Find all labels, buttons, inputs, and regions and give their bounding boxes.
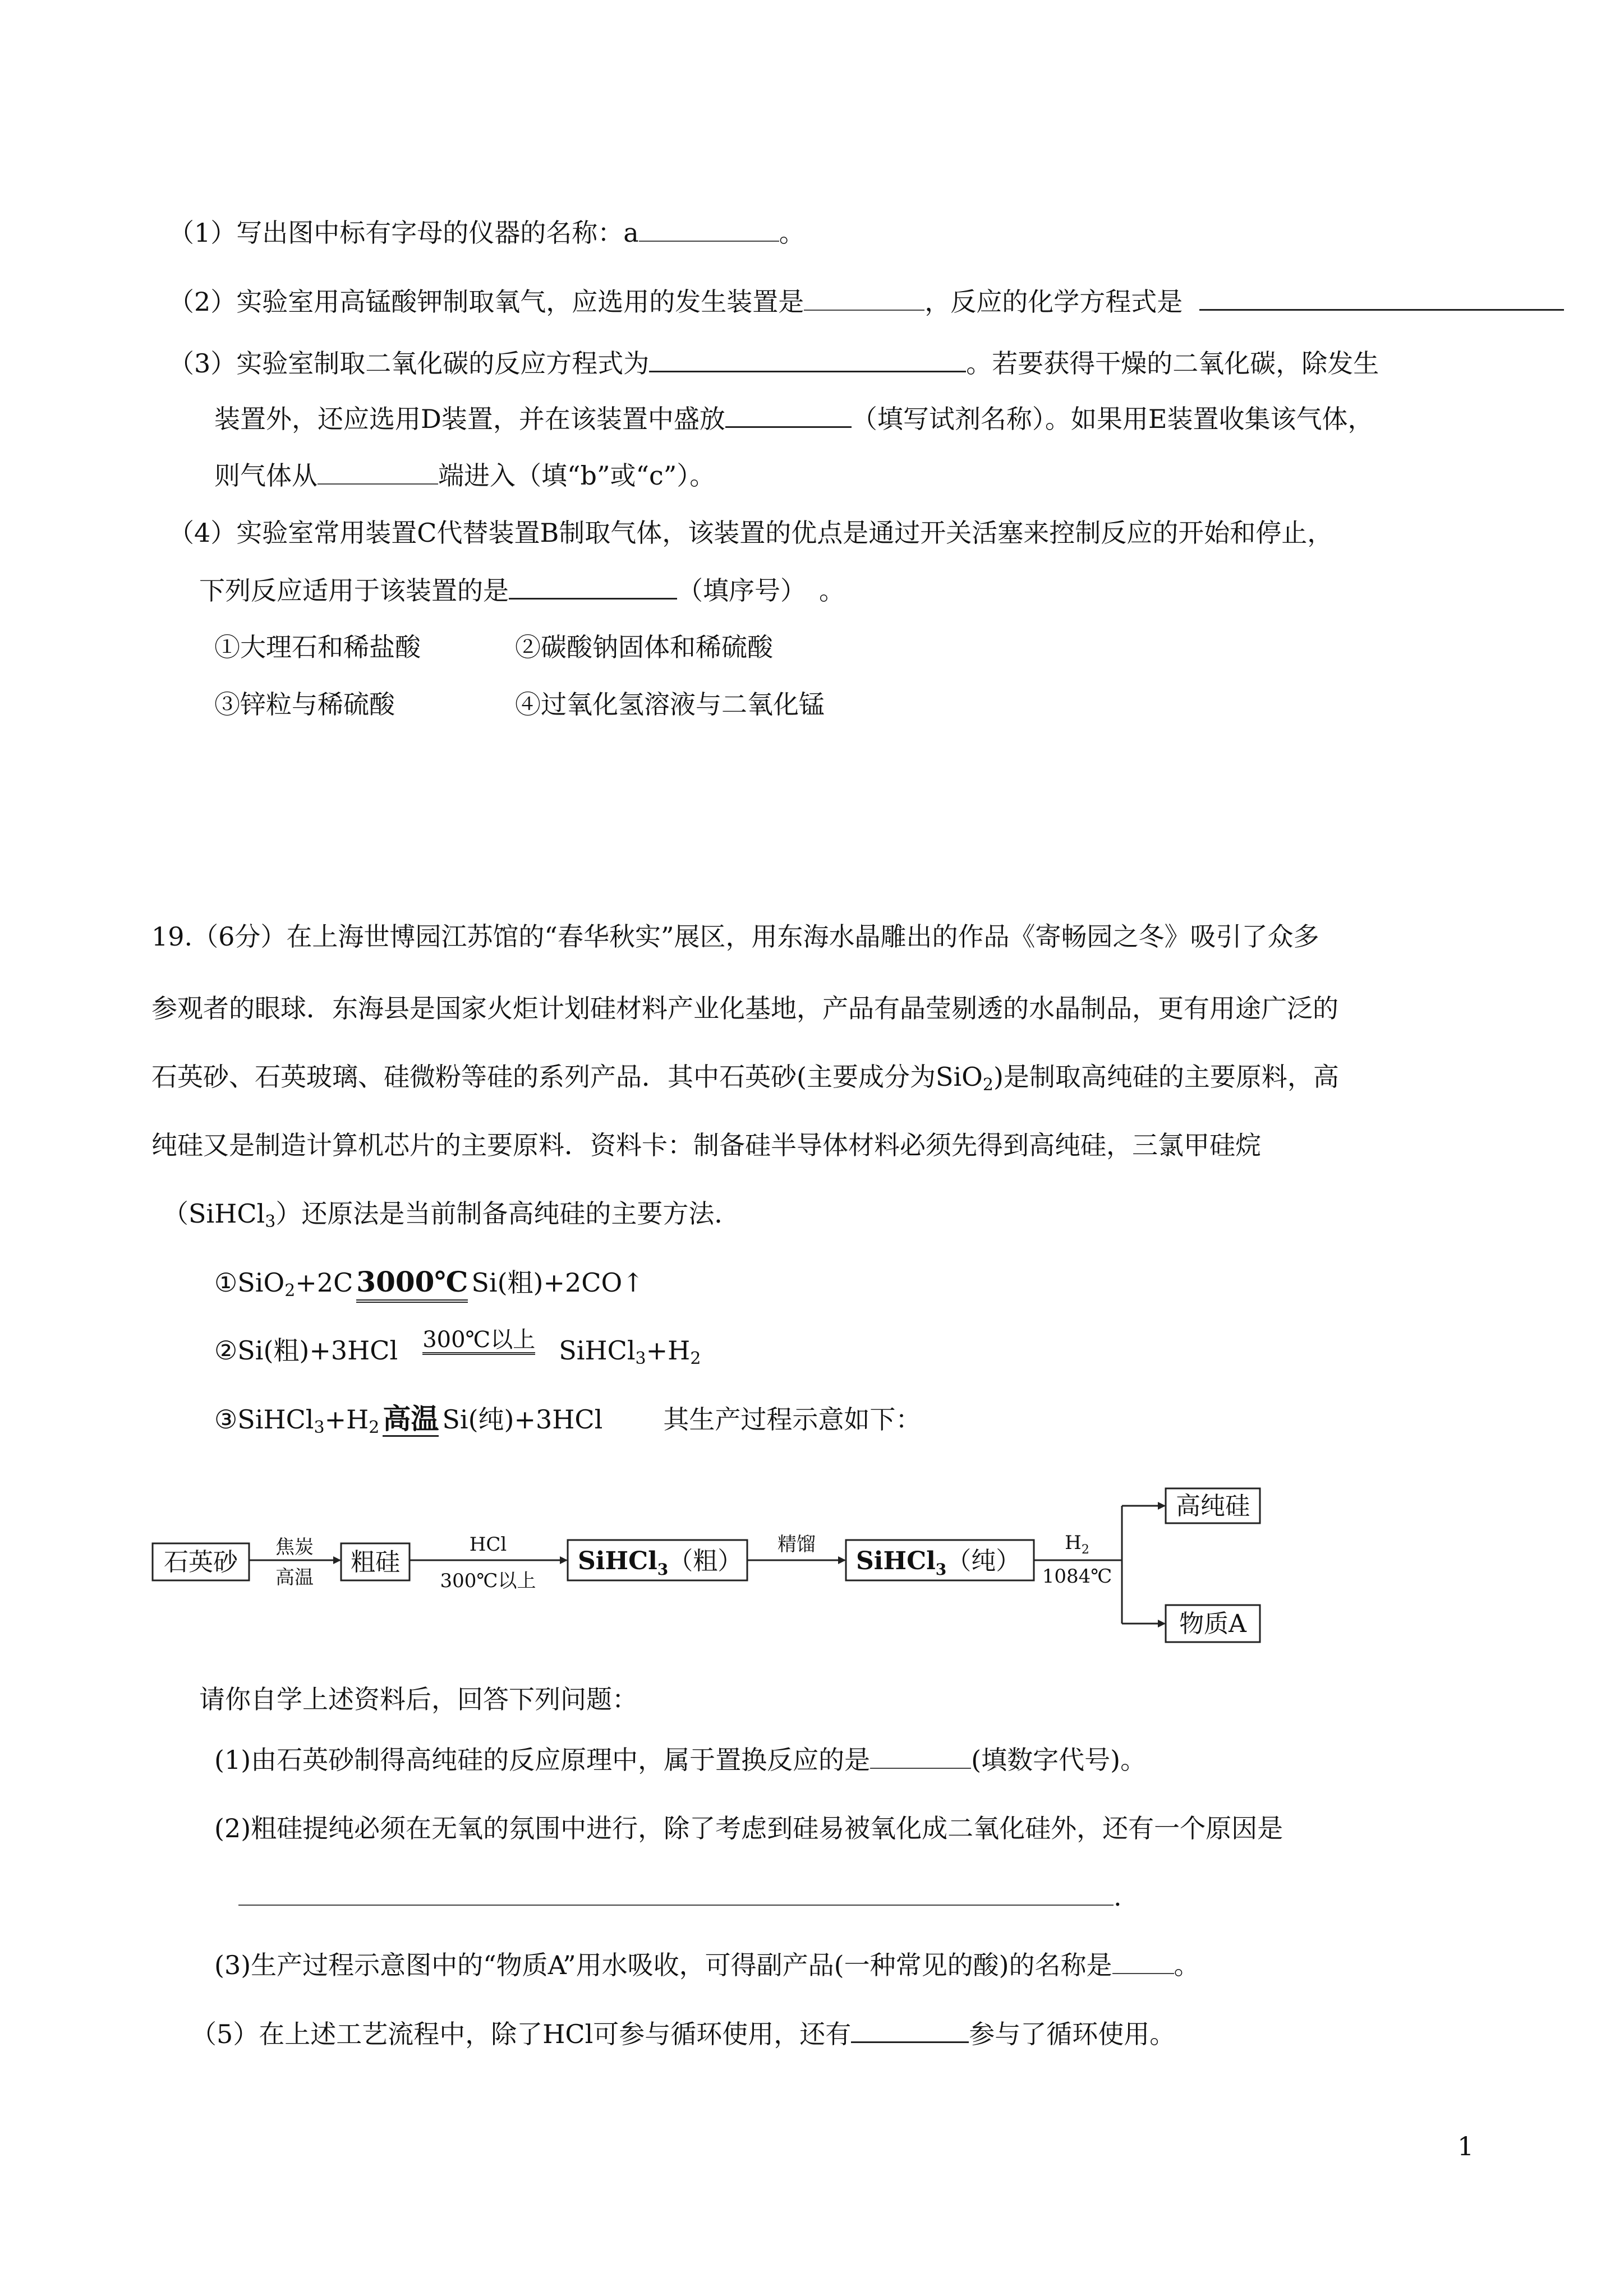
answer-blank-reagent[interactable] [725,402,852,428]
q18-option-4 [515,688,825,721]
flow-box4-formula: SiHCl [856,1547,936,1575]
subscript: 3 [314,1418,325,1437]
q18-part3-line2-text-b: （填写试剂名称）。如果用E装置收集该气体， [851,404,1374,434]
q19-intro-text-2: 参观者的眼球．东海县是国家火炬计划硅材料产业化基地，产品有晶莹剔透的水晶制品，更有用途广泛的 [151,993,1338,1023]
eq1-lhs-b: +2C [295,1267,353,1298]
answer-blank-a[interactable] [639,216,779,242]
answer-blank-equation[interactable] [1199,284,1564,311]
flow-label-substance-a: 物质A [1179,1610,1246,1638]
flow-box3-subscript: 3 [657,1560,669,1579]
subscript: 3 [265,1212,276,1232]
eq3-condition: 高温 [383,1402,439,1437]
q18-part3-line3 [214,459,715,492]
eq1-rhs: Si(粗)+2CO↑ [471,1267,644,1298]
q19-sub5-text-b: 参与了循环使用。 [969,2019,1176,2049]
subscript: 2 [369,1418,380,1437]
q19-sub2-text: (2)粗硅提纯必须在无氧的氛围中进行，除了考虑到硅易被氧化成二氧化硅外，还有一个原因是 [214,1813,1283,1843]
q19-prompt [199,1682,638,1716]
q18-part3-line3-text-b: 端进入（填“b”或“c”）。 [438,460,716,491]
q19-sub2-end: . [1114,1882,1122,1912]
flow-box4-subscript: 3 [935,1560,947,1579]
q19-intro-line4 [151,1128,1261,1162]
flow-arrow4-bottom: 1084℃ [1042,1565,1112,1588]
flow-arrow2-bottom: 300℃以上 [440,1570,536,1592]
subscript: 3 [635,1349,646,1368]
q18-part4-line2-text-b: （填序号） 。 [677,575,845,606]
answer-blank-reason[interactable] [238,1880,1114,1906]
q18-part1-end: 。 [779,218,805,248]
page-number: 1 [1457,2131,1474,2161]
q18-part3-line3-text: 则气体从 [214,460,318,491]
q19-intro-line3 [151,1060,1339,1094]
process-intro: 其生产过程示意如下： [663,1404,922,1435]
q18-option-1 [214,630,421,664]
option-2-text: ②碳酸钠固体和稀硫酸 [515,632,773,662]
q18-part4-line2-text: 下列反应适用于该装置的是 [199,575,509,606]
q19-sub5 [191,2017,1175,2051]
q19-sub2-answer [238,1880,1122,1914]
q18-part4-line2 [199,573,845,607]
equation-1 [214,1265,644,1299]
eq3-lhs: ③SiHCl [214,1404,314,1435]
flow-arrow1-bottom: 高温 [275,1566,314,1589]
q19-intro-line2 [151,992,1338,1025]
answer-blank-options[interactable] [509,573,677,600]
q19-sub2 [214,1811,1283,1845]
option-3-text: ③锌粒与稀硫酸 [214,689,395,720]
q19-intro-text-3a: 石英砂、石英玻璃、硅微粉等硅的系列产品．其中石英砂(主要成分为SiO [151,1062,983,1092]
flow-arrow4-formula: H [1065,1532,1082,1554]
q19-intro-text-4: 纯硅又是制造计算机芯片的主要原料．资料卡：制备硅半导体材料必须先得到高纯硅，三氯甲硅烷 [151,1130,1261,1160]
q19-intro-text-3b: )是制取高纯硅的主要原料，高 [993,1062,1339,1092]
subscript: 2 [982,1075,993,1095]
answer-blank-co2-equation[interactable] [649,346,966,372]
q19-intro-text-5b: ）还原法是当前制备高纯硅的主要方法． [275,1198,740,1229]
flow-arrow2-top: HCl [469,1533,507,1556]
answer-blank-device[interactable] [804,285,924,311]
q19-sub3-text-b: 。 [1174,1950,1200,1980]
q19-intro-line1 [151,920,1319,953]
answer-blank-recycle[interactable] [851,2017,969,2043]
subscript: 2 [284,1281,296,1301]
eq3-rhs: Si(纯)+3HCl [442,1404,603,1435]
answer-blank-replacement[interactable] [870,1743,971,1769]
equation-2 [214,1327,701,1368]
q19-sub3-text: (3)生产过程示意图中的“物质A”用水吸收，可得副产品(一种常见的酸)的名称是 [214,1950,1112,1980]
flow-arrow1-top: 焦炭 [275,1536,314,1559]
flow-arrow4-subscript: 2 [1081,1543,1089,1557]
q19-prompt-text: 请你自学上述资料后，回答下列问题： [199,1684,638,1714]
q18-part3-line2 [214,402,1373,436]
q18-part4-text: （4）实验室常用装置C代替装置B制取气体，该装置的优点是通过开关活塞来控制反应的开始和停止， [168,518,1333,548]
eq3-lhs-b: +H [324,1404,369,1435]
q18-part2-text: （2）实验室用高锰酸钾制取氧气，应选用的发生装置是 [168,287,804,317]
answer-blank-inlet[interactable] [318,459,438,485]
flow-arrow4-top [1065,1532,1089,1557]
q18-part4-line1 [168,516,1333,550]
q19-intro-line5 [163,1197,740,1230]
flow-label-crude-silicon: 粗硅 [351,1548,400,1576]
flow-label-quartz-sand: 石英砂 [164,1548,238,1576]
q18-part1-text: （1）写出图中标有字母的仪器的名称：a [168,218,639,248]
flow-box4-tail: （纯） [946,1547,1021,1575]
q19-intro-text-1: 19.（6分）在上海世博园江苏馆的“春华秋实”展区，用东海水晶雕出的作品《寄畅园之冬》吸引了众多 [151,921,1319,952]
q18-part3-text: （3）实验室制取二氧化碳的反应方程式为 [168,348,650,379]
q19-intro-text-5a: （SiHCl [163,1198,265,1229]
eq2-rhs: SiHCl [559,1335,636,1366]
eq1-lhs: ①SiO [214,1267,285,1298]
q18-part2-mid: ，反应的化学方程式是 [924,287,1183,317]
flow-box3-tail: （粗） [668,1547,743,1575]
option-1-text: ①大理石和稀盐酸 [214,632,421,662]
flow-box3-formula: SiHCl [578,1547,657,1575]
equation-3 [214,1402,921,1436]
flow-arrow3-top: 精馏 [778,1533,816,1556]
eq2-condition: 300℃以上 [422,1327,535,1355]
q18-part2 [168,284,1564,319]
process-flow-diagram [151,1481,1262,1649]
flow-label-sihcl3-pure [856,1547,1020,1579]
q18-option-2 [515,630,773,664]
q18-part1 [168,216,805,250]
q19-sub3 [214,1948,1200,1982]
q19-sub1 [214,1743,1146,1777]
flow-label-sihcl3-crude [578,1547,742,1579]
eq1-condition: 3000℃ [356,1265,468,1303]
answer-blank-acid[interactable] [1112,1948,1174,1974]
eq2-rhs-b: +H [646,1335,691,1366]
q19-sub1-text: (1)由石英砂制得高纯硅的反应原理中，属于置换反应的是 [214,1745,871,1775]
flow-label-high-purity-silicon: 高纯硅 [1176,1492,1250,1520]
q18-part3-line1 [168,346,1379,380]
q18-option-3 [214,688,395,721]
q18-part3-text-b: 。若要获得干燥的二氧化碳，除发生 [966,348,1379,379]
q19-sub1-text-b: (填数字代号)。 [971,1745,1147,1775]
eq2-lhs: ②Si(粗)+3HCl [214,1335,398,1366]
q18-part3-line2-text: 装置外，还应选用D装置，并在该装置中盛放 [214,404,725,434]
option-4-text: ④过氧化氢溶液与二氧化锰 [515,689,825,720]
subscript: 2 [690,1349,701,1368]
q19-sub5-text: （5）在上述工艺流程中，除了HCl可参与循环使用，还有 [191,2019,852,2049]
